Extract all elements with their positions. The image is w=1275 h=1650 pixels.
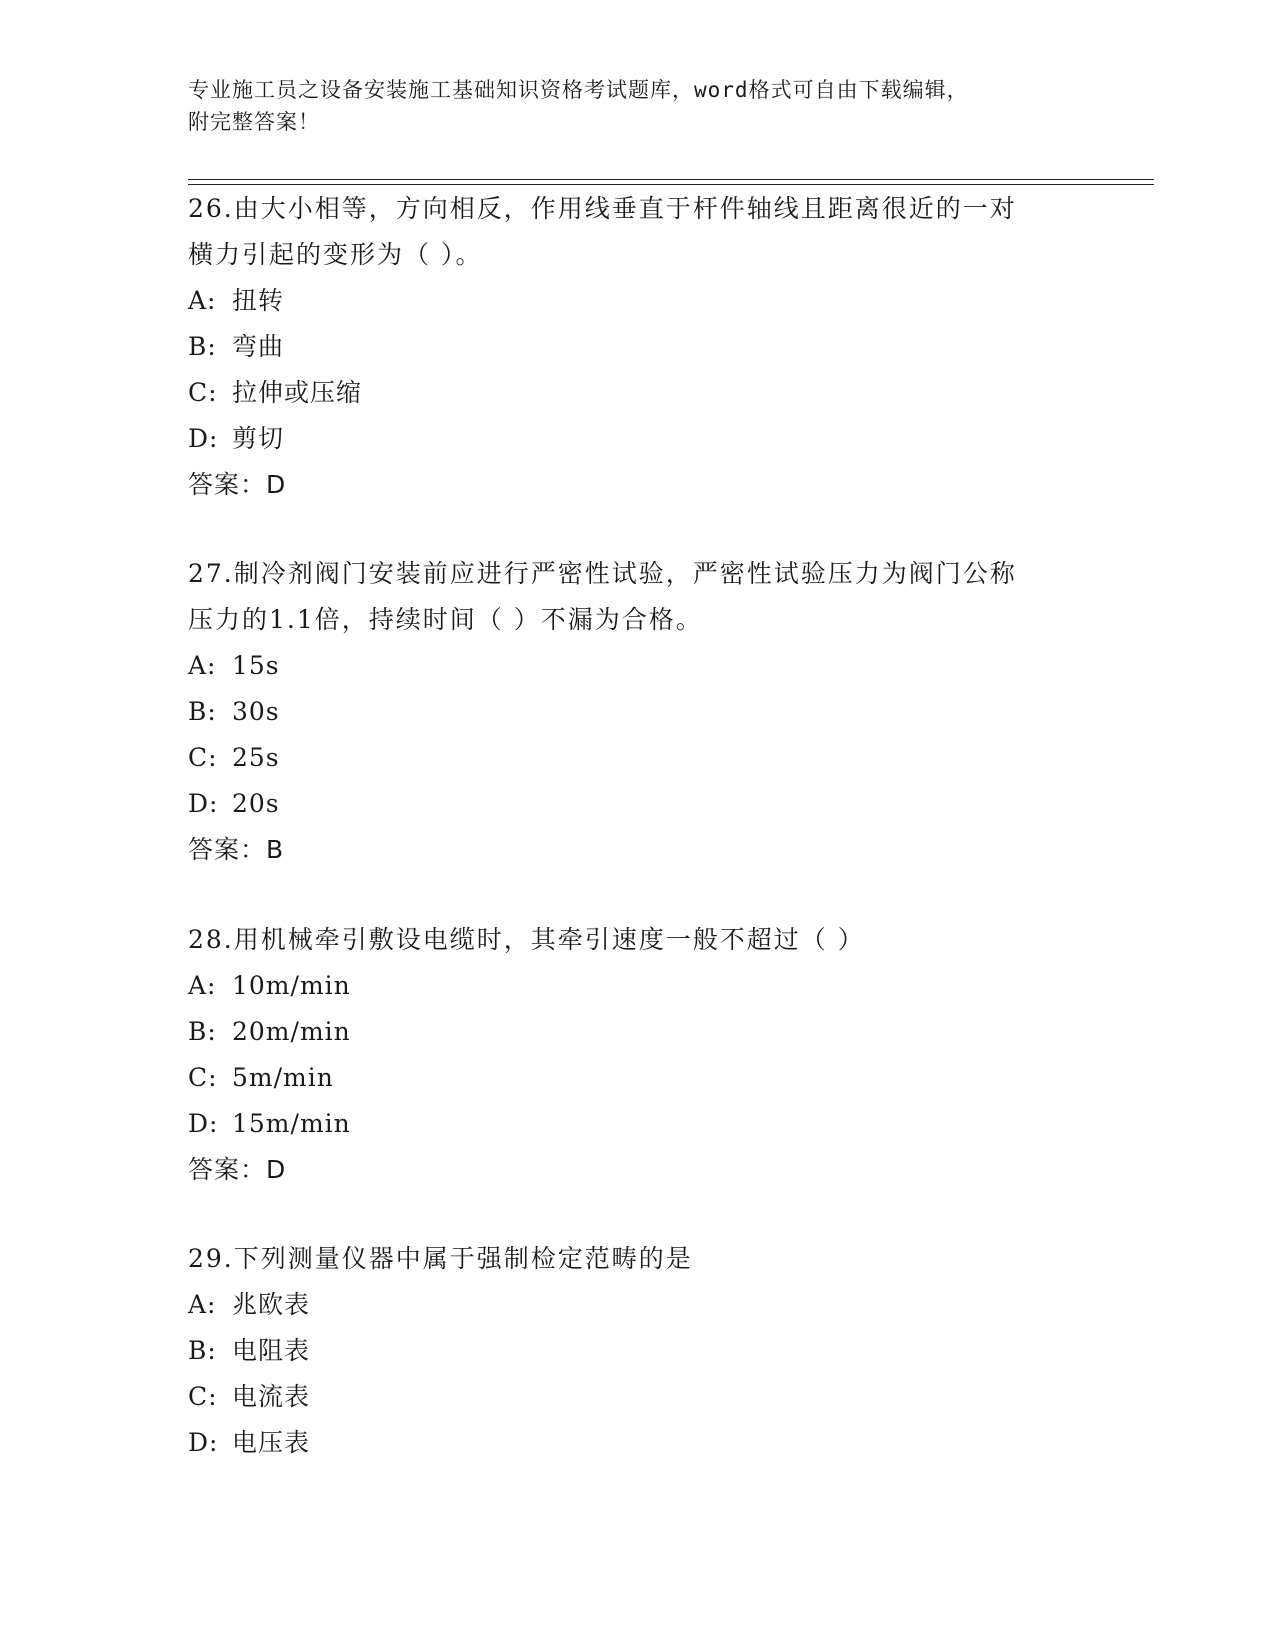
question-text-line-1: 28.用机械牵引敷设电缆时，其牵引速度一般不超过（ ） <box>188 925 865 954</box>
answer: 答案：B <box>188 835 285 864</box>
question-text-line-2: 压力的1.1倍，持续时间（ ）不漏为合格。 <box>188 605 703 634</box>
option-value: 15s <box>232 651 280 680</box>
answer: 答案：D <box>188 1155 287 1184</box>
option-key: D: <box>188 424 219 453</box>
header-line-1: 专业施工员之设备安装施工基础知识资格考试题库，word格式可自由下载编辑， <box>188 78 969 102</box>
option-value: 20m/min <box>232 1017 351 1046</box>
option-c <box>188 735 1088 781</box>
option-a <box>188 963 1088 1009</box>
question-text-line-2: 横力引起的变形为（ ）。 <box>188 240 483 269</box>
question-text-line-1: 26.由大小相等，方向相反，作用线垂直于杆件轴线且距离很近的一对 <box>188 194 1017 223</box>
option-a <box>188 643 1088 689</box>
answer: 答案：D <box>188 470 287 499</box>
option-value: 弯曲 <box>232 332 285 361</box>
option-value: 拉伸或压缩 <box>232 378 363 407</box>
option-key: A: <box>188 1290 217 1319</box>
option-d <box>188 1420 1088 1466</box>
document-header <box>188 74 1088 138</box>
option-b <box>188 689 1088 735</box>
option-key: B: <box>188 1336 217 1365</box>
question-28 <box>188 917 1088 1193</box>
option-key: A: <box>188 286 217 315</box>
option-value: 5m/min <box>232 1063 334 1092</box>
header-rule-top <box>188 179 1154 180</box>
option-value: 25s <box>232 743 280 772</box>
option-b <box>188 1009 1088 1055</box>
header-rule-bottom <box>188 184 1154 185</box>
option-key: A: <box>188 971 217 1000</box>
option-c <box>188 370 1088 416</box>
option-value: 30s <box>232 697 280 726</box>
option-value: 电阻表 <box>232 1336 311 1365</box>
option-value: 电压表 <box>232 1428 311 1457</box>
option-key: D: <box>188 789 219 818</box>
option-d <box>188 781 1088 827</box>
option-key: C: <box>188 1382 218 1411</box>
option-key: D: <box>188 1428 219 1457</box>
option-key: C: <box>188 378 218 407</box>
option-key: B: <box>188 1017 217 1046</box>
question-26 <box>188 186 1088 508</box>
option-b <box>188 1328 1088 1374</box>
option-value: 扭转 <box>232 286 285 315</box>
option-c <box>188 1055 1088 1101</box>
option-key: A: <box>188 651 217 680</box>
option-key: C: <box>188 743 218 772</box>
option-value: 电流表 <box>232 1382 311 1411</box>
option-c <box>188 1374 1088 1420</box>
option-value: 15m/min <box>232 1109 351 1138</box>
option-value: 20s <box>232 789 280 818</box>
option-key: C: <box>188 1063 218 1092</box>
question-29 <box>188 1236 1088 1466</box>
option-d <box>188 416 1088 462</box>
option-d <box>188 1101 1088 1147</box>
question-text-line-1: 29.下列测量仪器中属于强制检定范畴的是 <box>188 1244 693 1273</box>
option-a <box>188 278 1088 324</box>
option-key: B: <box>188 697 217 726</box>
option-value: 10m/min <box>232 971 351 1000</box>
question-27 <box>188 551 1088 873</box>
option-value: 剪切 <box>232 424 285 453</box>
option-b <box>188 324 1088 370</box>
option-a <box>188 1282 1088 1328</box>
question-text-line-1: 27.制冷剂阀门安装前应进行严密性试验，严密性试验压力为阀门公称 <box>188 559 1017 588</box>
option-key: B: <box>188 332 217 361</box>
option-key: D: <box>188 1109 219 1138</box>
header-line-2: 附完整答案！ <box>188 110 320 134</box>
option-value: 兆欧表 <box>232 1290 311 1319</box>
